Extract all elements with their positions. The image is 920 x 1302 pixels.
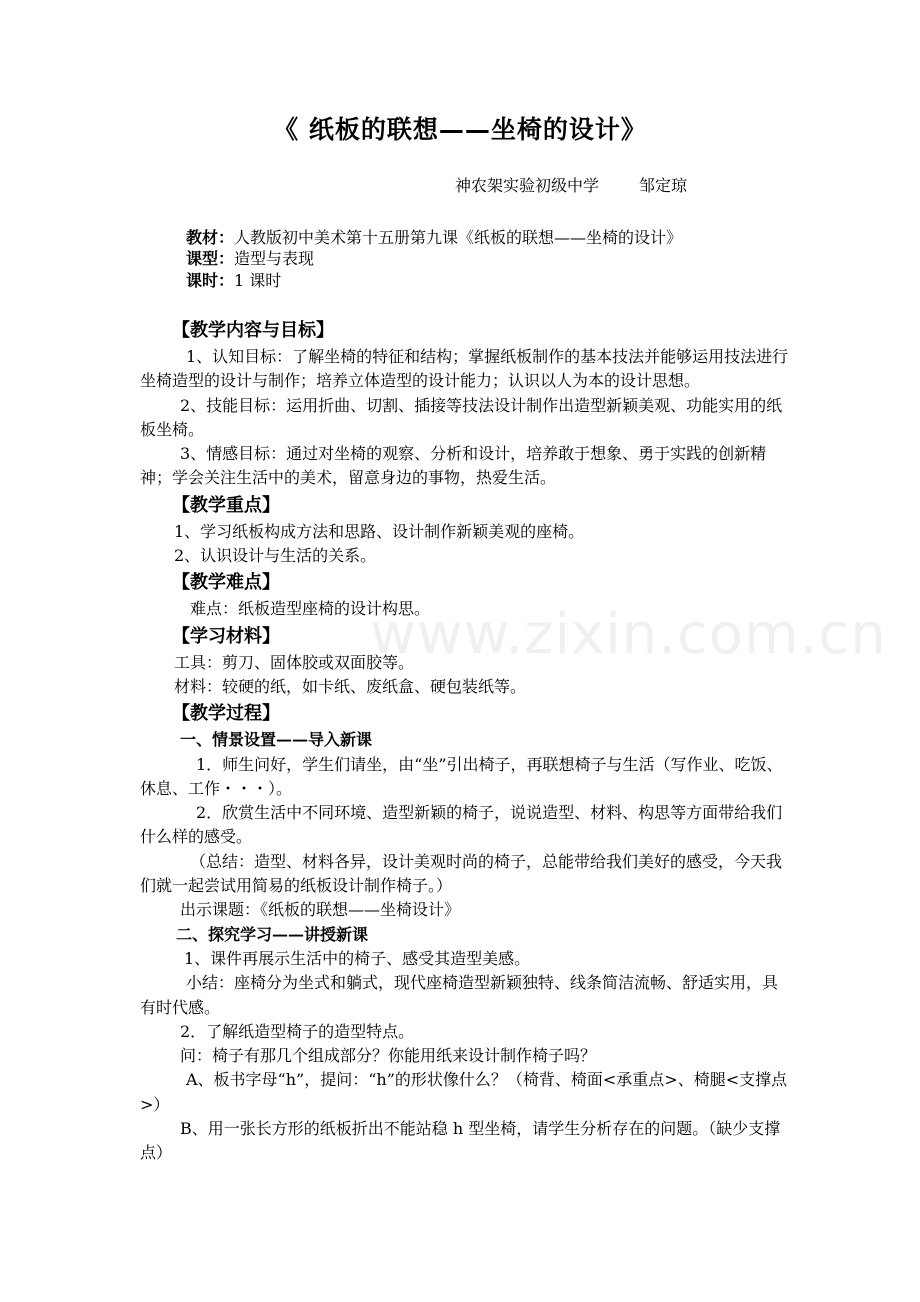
meta-label: 教材： [186,228,235,247]
watermark: www.zixin.com.cn [370,602,887,667]
section-heading-goals: 【教学内容与目标】 [172,320,334,341]
material-tools: 工具：剪刀、固体胶或双面胶等。 [174,652,415,672]
page-title: 《 纸板的联想——坐椅的设计》 [273,115,647,144]
section-heading-process: 【教学过程】 [172,703,280,725]
meta-hours [186,268,281,291]
step2-para-3: 2．了解纸造型椅子的造型特点。 [180,1021,415,1041]
goal-2: 2、技能目标：运用折曲、切割、插接等技法设计制作出造型新颖美观、功能实用的纸板坐椅。 [140,395,783,439]
document-body [140,316,790,1166]
step1-para-4: 出示课题：《纸板的联想——坐椅设计》 [180,900,461,920]
meta-value: 造型与表现 [234,249,315,268]
step2-title: 二、探究学习——讲授新课 [176,924,369,944]
author-line [455,173,687,196]
key-2: 2、认识设计与生活的关系。 [174,546,377,566]
step1-para-2: 2．欣赏生活中不同环境、造型新颖的椅子，说说造型、材料、构思等方面带给我们什么样的感受。 [140,803,783,847]
meta-value: 1 课时 [234,271,282,290]
meta-type [186,246,314,269]
goal-3: 3、情感目标：通过对坐椅的观察、分析和设计，培养敢于想象、勇于实践的创新精神；学会关注生活中的美术，留意身边的事物，热爱生活。 [140,444,767,488]
material-paper: 材料：较硬的纸，如卡纸、废纸盒、硬包装纸等。 [174,676,527,696]
meta-textbook [186,225,682,248]
step2-para-5: A、板书字母“h”，提问：“h”的形状像什么？（椅背、椅面<承重点>、椅腿<支撑点>） [140,1070,788,1114]
difficulty-1: 难点：纸板造型座椅的设计构思。 [190,599,431,619]
step2-para-1: 1、课件再展示生活中的椅子、感受其造型美感。 [184,948,531,968]
goal-1: 1、认知目标：了解坐椅的特征和结构；掌握纸板制作的基本技法并能够运用技法进行坐椅造型的设计与制作；培养立体造型的设计能力；认识以人为本的设计思想。 [140,347,789,391]
section-heading-difficulty: 【教学难点】 [172,572,280,594]
school-name: 神农架实验初级中学 [455,176,600,195]
meta-value: 人教版初中美术第十五册第九课《纸板的联想——坐椅的设计》 [234,228,683,247]
key-1: 1、学习纸板构成方法和思路、设计制作新颖美观的座椅。 [174,521,585,541]
section-heading-materials: 【学习材料】 [172,625,280,647]
section-heading-key: 【教学重点】 [172,494,280,516]
meta-label: 课时： [186,271,235,290]
step2-para-4: 问：椅子有那几个组成部分？你能用纸来设计制作椅子吗？ [180,1046,597,1066]
meta-label: 课型： [186,249,235,268]
step2-para-6: B、用一张长方形的纸板折出不能站稳 h 型坐椅，请学生分析存在的问题。（缺少支撑点） [140,1119,781,1163]
step1-title: 一、情景设置——导入新课 [180,730,373,750]
step1-para-1: 1．师生问好，学生们请坐，由“坐”引出椅子，再联想椅子与生活（写作业、吃饭、休息、工作・・・）。 [140,754,783,798]
author-name: 邹定琼 [639,176,688,195]
step1-para-3: （总结：造型、材料各异，设计美观时尚的椅子，总能带给我们美好的感受，今天我们就一起尝试用简易的纸板设计制作椅子。） [140,851,783,896]
step2-para-2: 小结：座椅分为坐式和躺式，现代座椅造型新颖独特、线条简洁流畅、舒适实用，具有时代感。 [140,973,779,1017]
